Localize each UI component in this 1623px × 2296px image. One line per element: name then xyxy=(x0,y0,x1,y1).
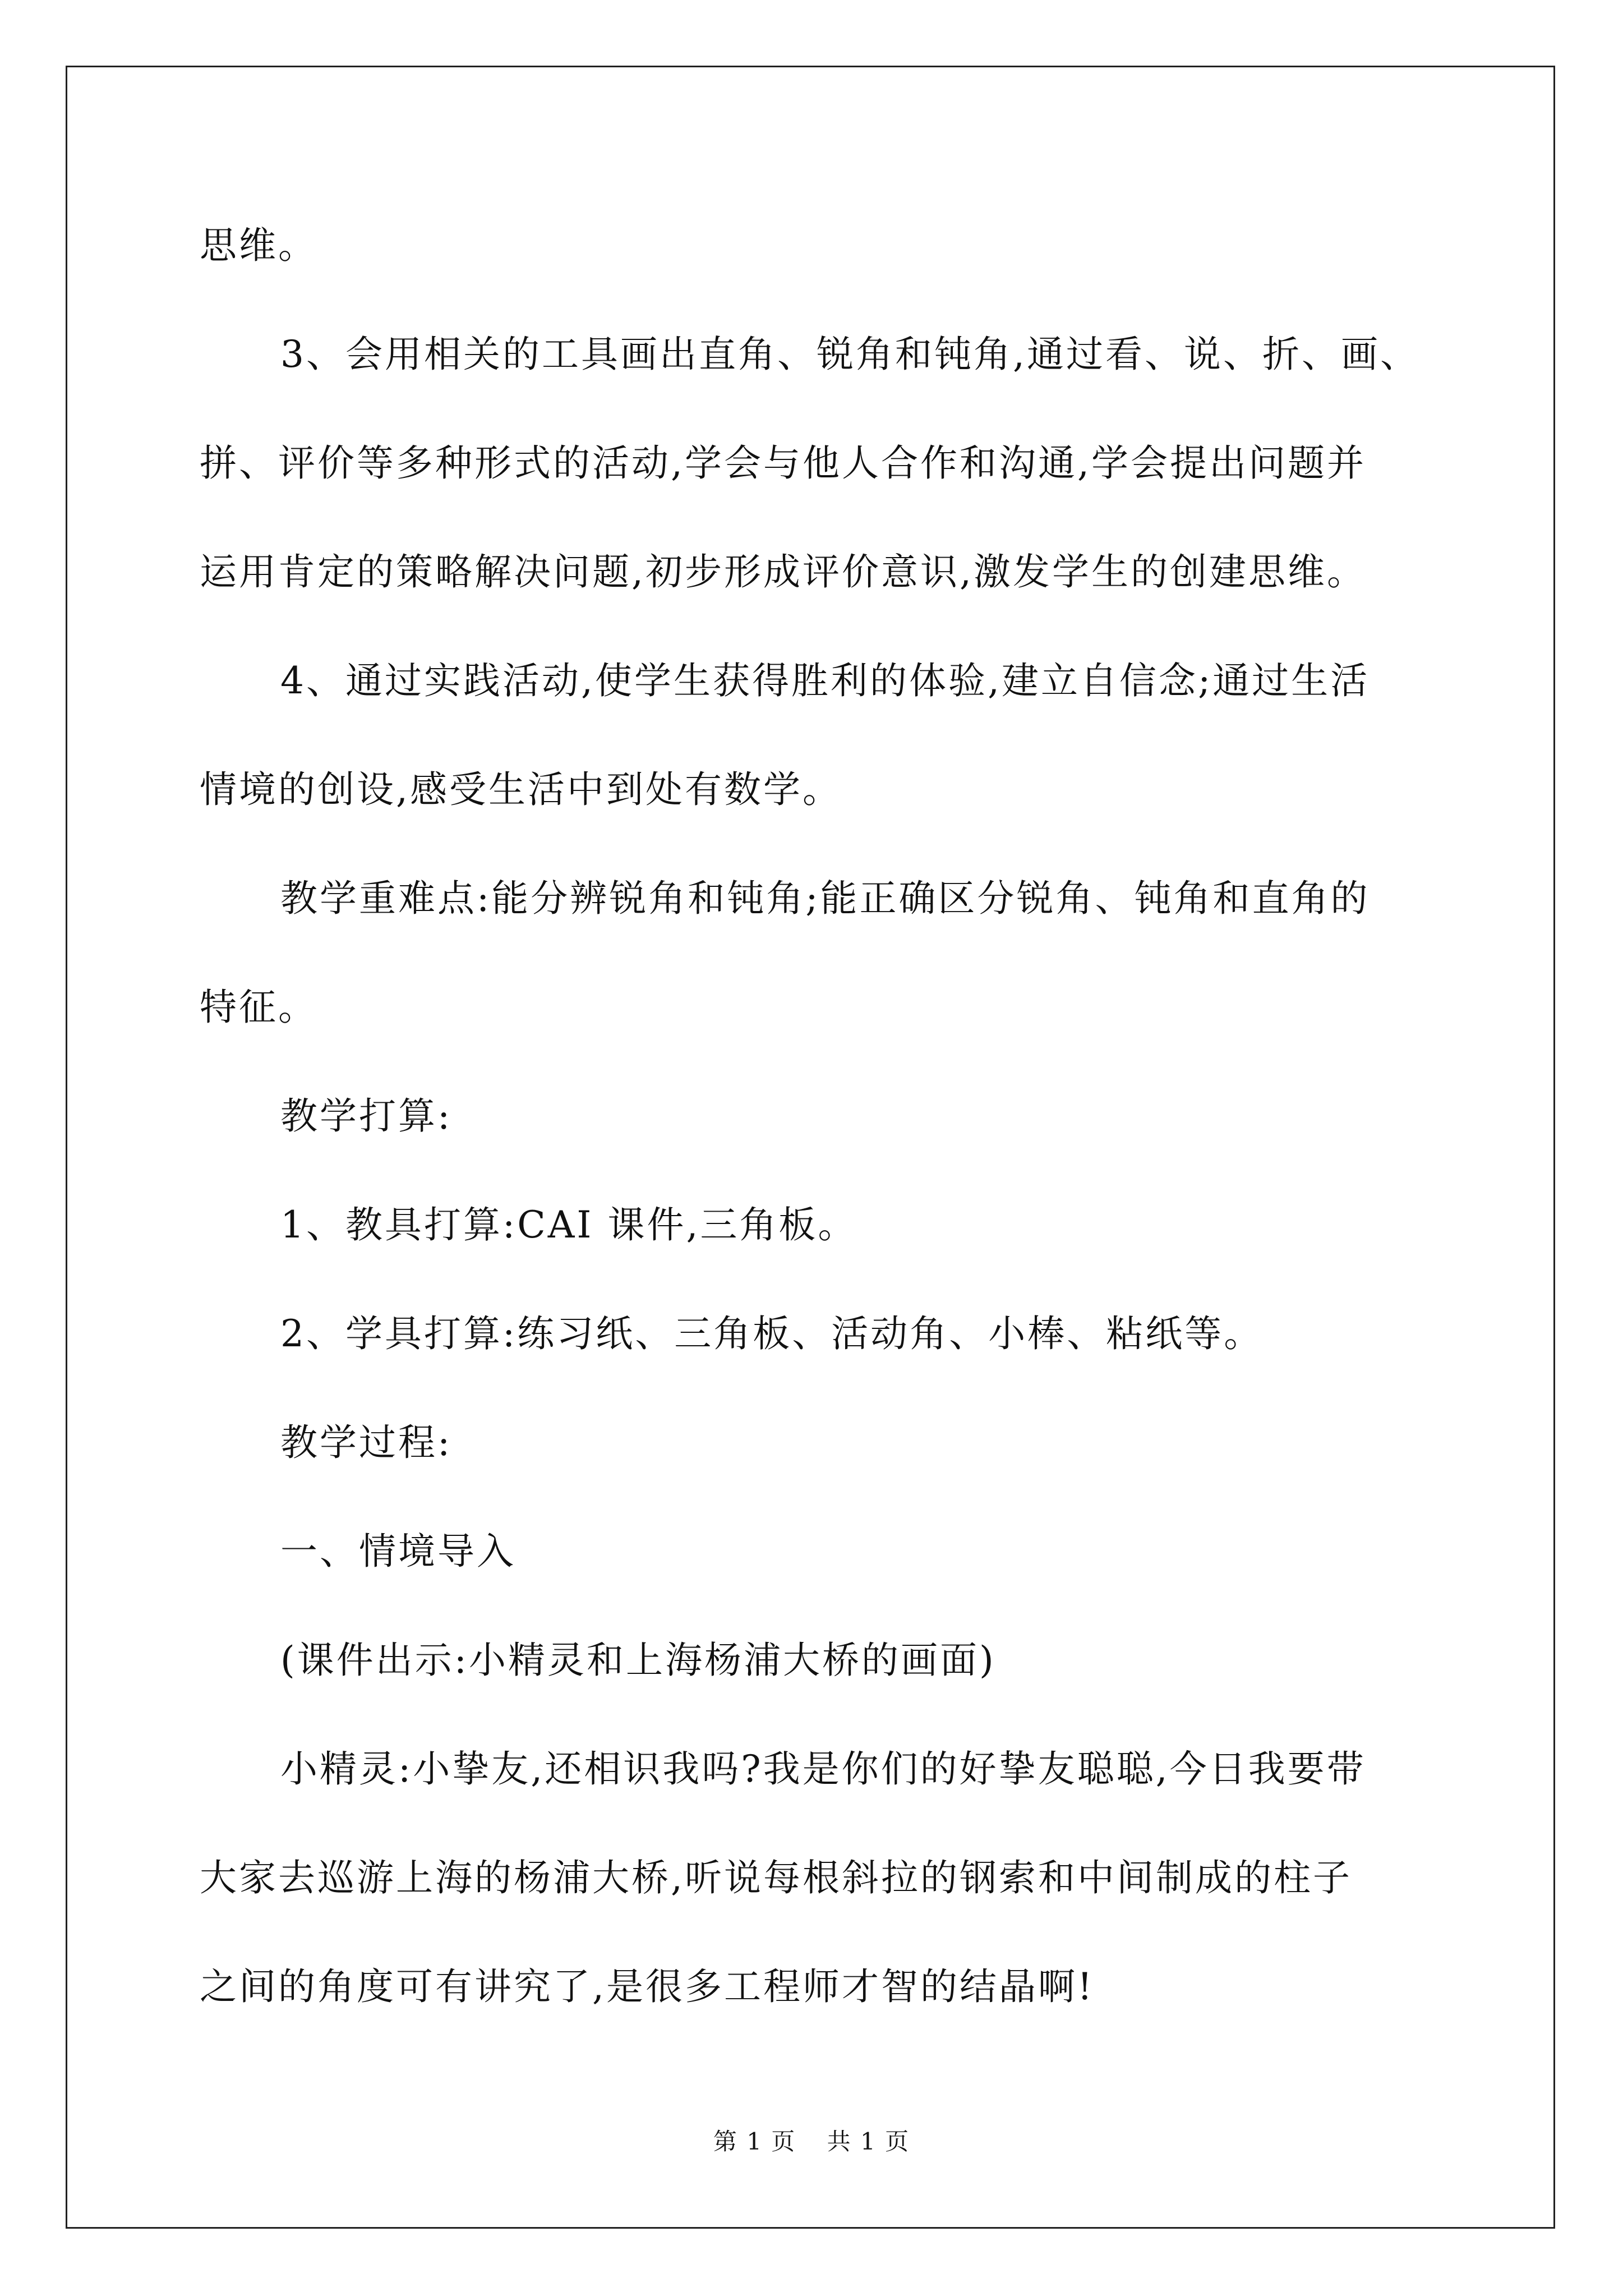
page-border xyxy=(66,66,1555,2229)
page-number-current: 第 1 页 xyxy=(713,2128,796,2155)
text-line: (课件出示:小精灵和上海杨浦大桥的画面) xyxy=(280,1639,996,1682)
text-line: 3、会用相关的工具画出直角、锐角和钝角,通过看、说、折、画、 xyxy=(280,333,1419,376)
text-line: 大家去巡游上海的杨浦大桥,听说每根斜拉的钢索和中间制成的柱子 xyxy=(200,1856,1352,1899)
text-line: 教学重难点:能分辨锐角和钝角;能正确区分锐角、钝角和直角的 xyxy=(280,877,1370,920)
text-line: 2、学具打算:练习纸、三角板、活动角、小棒、粘纸等。 xyxy=(280,1312,1264,1355)
text-line: 1、教具打算:CAI 课件,三角板。 xyxy=(280,1203,857,1246)
page-number-total: 共 1 页 xyxy=(827,2128,910,2155)
text-line: 教学过程: xyxy=(280,1421,453,1464)
text-line: 拼、评价等多种形式的活动,学会与他人合作和沟通,学会提出问题并 xyxy=(200,441,1366,485)
text-line: 小精灵:小挚友,还相识我吗?我是你们的好挚友聪聪,今日我要带 xyxy=(280,1747,1366,1791)
text-line: 思维。 xyxy=(200,224,317,267)
text-line: 一、情境导入 xyxy=(280,1530,516,1573)
text-line: 之间的角度可有讲究了,是很多工程师才智的结晶啊! xyxy=(200,1965,1095,2008)
text-line: 4、通过实践活动,使学生获得胜利的体验,建立自信念;通过生活 xyxy=(280,659,1370,702)
text-line: 情境的创设,感受生活中到处有数学。 xyxy=(200,768,842,811)
text-line: 特征。 xyxy=(200,986,317,1029)
text-line: 运用肯定的策略解决问题,初步形成评价意识,激发学生的创建思维。 xyxy=(200,550,1366,593)
text-line: 教学打算: xyxy=(280,1094,453,1138)
page-footer xyxy=(0,2126,1623,2157)
